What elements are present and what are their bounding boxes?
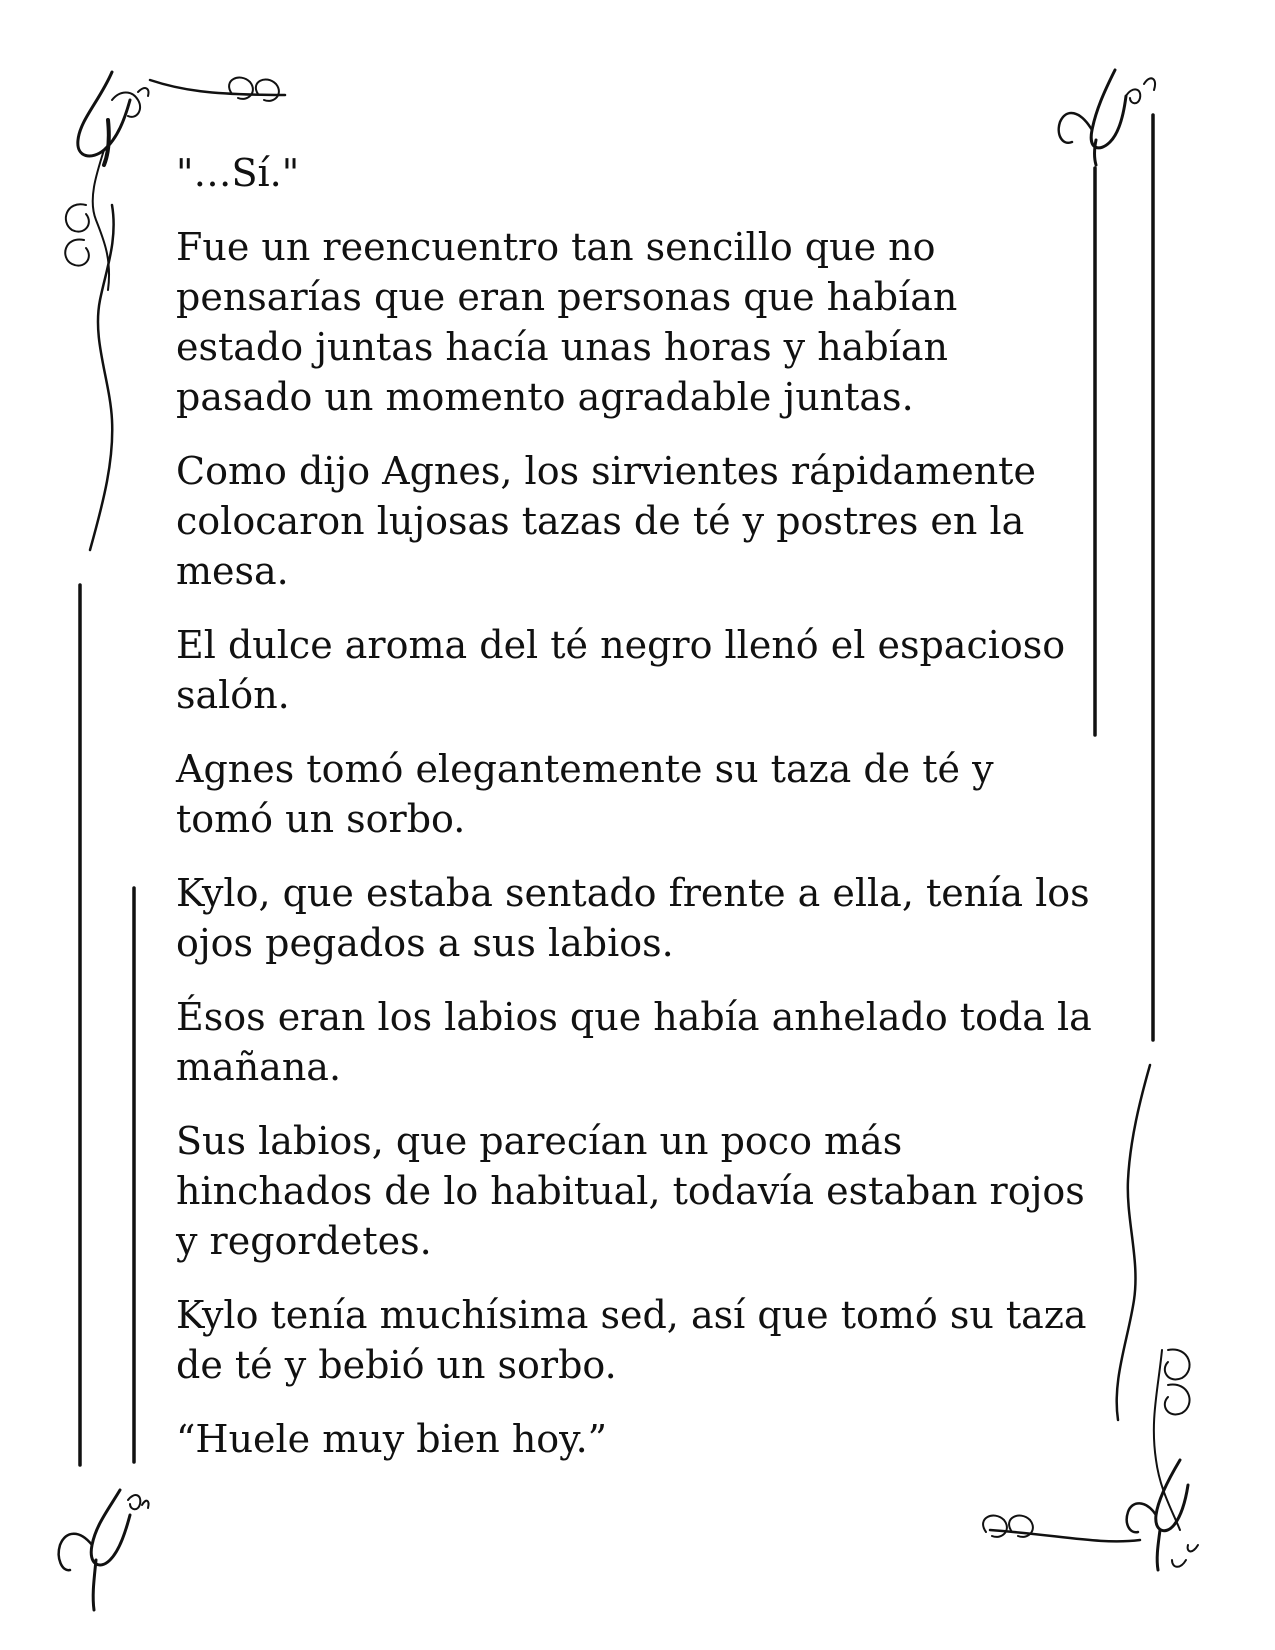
paragraph-5: Agnes tomó elegantemente su taza de té y tomó un sorbo. — [176, 747, 994, 841]
paragraph-1: "…Sí." — [176, 151, 300, 195]
paragraph-2: Fue un reencuentro tan sencillo que no pensarías que eran personas que habían estado juntas hacía unas horas y habían pasado un momento agradable juntas. — [176, 225, 958, 419]
paragraph-3: Como dijo Agnes, los sirvientes rápidamente colocaron lujosas tazas de té y postres en la mesa. — [176, 449, 1036, 593]
paragraph-8: Sus labios, que parecían un poco más hinchados de lo habitual, todavía estaban rojos y regordetes. — [176, 1119, 1085, 1263]
paragraph-4: El dulce aroma del té negro llenó el espacioso salón. — [176, 623, 1066, 717]
paragraph-10: “Huele muy bien hoy.” — [176, 1417, 608, 1461]
bottom-left-flourish — [59, 1490, 149, 1610]
paragraph-9: Kylo tenía muchísima sed, así que tomó su taza de té y bebió un sorbo. — [176, 1293, 1087, 1387]
text-column — [176, 148, 1096, 1488]
paragraph-7: Ésos eran los labios que había anhelado toda la mañana. — [176, 995, 1092, 1089]
paragraph-6: Kylo, que estaba sentado frente a ella, tenía los ojos pegados a sus labios. — [176, 871, 1090, 965]
